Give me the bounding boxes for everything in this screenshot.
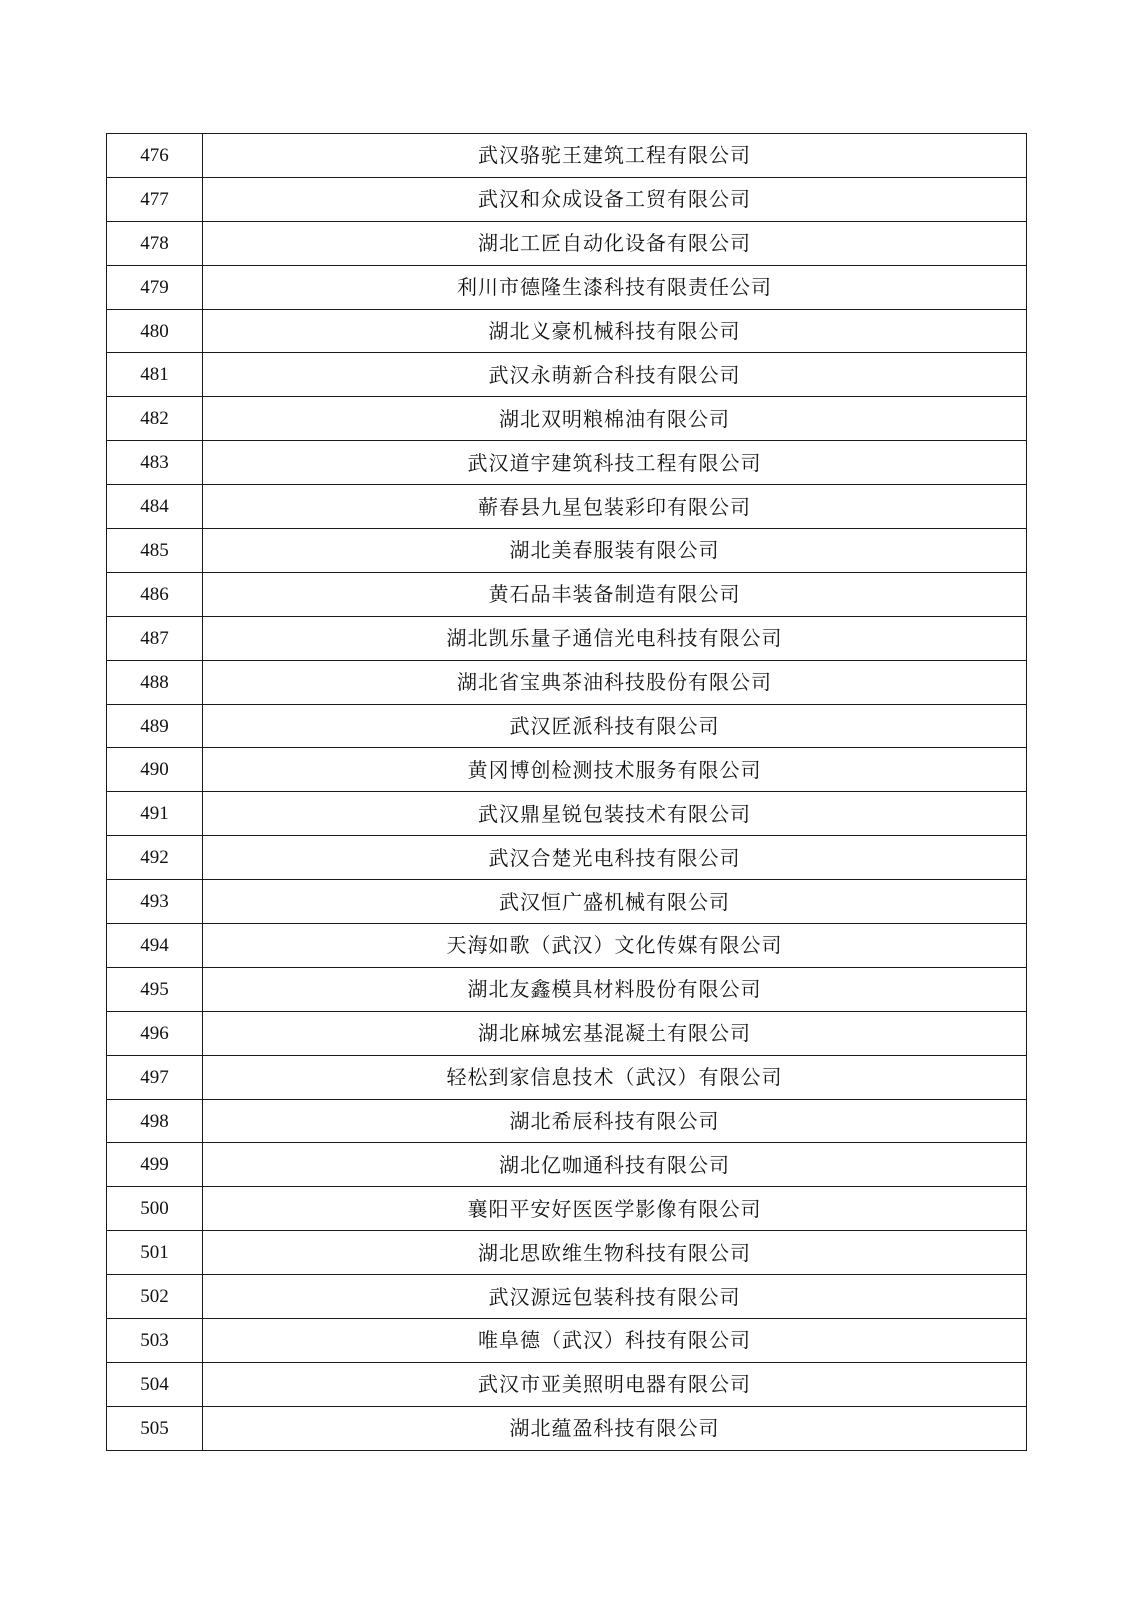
company-name: 天海如歌（武汉）文化传媒有限公司	[203, 924, 1027, 968]
row-number: 505	[107, 1406, 203, 1450]
row-number: 484	[107, 485, 203, 529]
table-row	[107, 572, 1027, 616]
company-name: 黄冈博创检测技术服务有限公司	[203, 748, 1027, 792]
company-name: 黄石品丰装备制造有限公司	[203, 572, 1027, 616]
row-number: 477	[107, 177, 203, 221]
company-name: 湖北亿咖通科技有限公司	[203, 1143, 1027, 1187]
table-row	[107, 616, 1027, 660]
row-number: 488	[107, 660, 203, 704]
row-number: 503	[107, 1319, 203, 1363]
table-row	[107, 1187, 1027, 1231]
company-name: 蕲春县九星包装彩印有限公司	[203, 485, 1027, 529]
table-row	[107, 1319, 1027, 1363]
row-number: 501	[107, 1231, 203, 1275]
table-row	[107, 177, 1027, 221]
company-name: 武汉匠派科技有限公司	[203, 704, 1027, 748]
company-name: 湖北义豪机械科技有限公司	[203, 309, 1027, 353]
company-name: 武汉永萌新合科技有限公司	[203, 353, 1027, 397]
company-name: 湖北思欧维生物科技有限公司	[203, 1231, 1027, 1275]
row-number: 480	[107, 309, 203, 353]
table-row	[107, 967, 1027, 1011]
row-number: 502	[107, 1275, 203, 1319]
row-number: 497	[107, 1055, 203, 1099]
row-number: 500	[107, 1187, 203, 1231]
company-name: 利川市德隆生漆科技有限责任公司	[203, 265, 1027, 309]
company-name: 湖北省宝典茶油科技股份有限公司	[203, 660, 1027, 704]
company-name: 湖北友鑫模具材料股份有限公司	[203, 967, 1027, 1011]
row-number: 499	[107, 1143, 203, 1187]
company-name: 湖北希辰科技有限公司	[203, 1099, 1027, 1143]
table-row	[107, 529, 1027, 573]
row-number: 481	[107, 353, 203, 397]
table-row	[107, 792, 1027, 836]
company-list-table	[106, 133, 1027, 1451]
company-name: 武汉道宇建筑科技工程有限公司	[203, 441, 1027, 485]
table-row	[107, 704, 1027, 748]
row-number: 485	[107, 529, 203, 573]
table-row	[107, 880, 1027, 924]
row-number: 482	[107, 397, 203, 441]
row-number: 492	[107, 836, 203, 880]
company-name: 武汉市亚美照明电器有限公司	[203, 1362, 1027, 1406]
company-name: 湖北双明粮棉油有限公司	[203, 397, 1027, 441]
row-number: 483	[107, 441, 203, 485]
table-row	[107, 1231, 1027, 1275]
row-number: 487	[107, 616, 203, 660]
row-number: 489	[107, 704, 203, 748]
table-row	[107, 221, 1027, 265]
table-row	[107, 485, 1027, 529]
company-name: 唯阜德（武汉）科技有限公司	[203, 1319, 1027, 1363]
row-number: 504	[107, 1362, 203, 1406]
company-name: 武汉和众成设备工贸有限公司	[203, 177, 1027, 221]
company-name: 轻松到家信息技术（武汉）有限公司	[203, 1055, 1027, 1099]
row-number: 476	[107, 134, 203, 178]
row-number: 486	[107, 572, 203, 616]
company-name: 武汉恒广盛机械有限公司	[203, 880, 1027, 924]
row-number: 495	[107, 967, 203, 1011]
company-name: 武汉鼎星锐包装技术有限公司	[203, 792, 1027, 836]
company-name: 湖北凯乐量子通信光电科技有限公司	[203, 616, 1027, 660]
row-number: 493	[107, 880, 203, 924]
table-row	[107, 397, 1027, 441]
row-number: 496	[107, 1011, 203, 1055]
table-body	[107, 134, 1027, 1451]
table-row	[107, 1406, 1027, 1450]
company-name: 武汉骆驼王建筑工程有限公司	[203, 134, 1027, 178]
company-name: 襄阳平安好医医学影像有限公司	[203, 1187, 1027, 1231]
company-name: 湖北美春服装有限公司	[203, 529, 1027, 573]
table-row	[107, 1011, 1027, 1055]
company-name: 湖北麻城宏基混凝土有限公司	[203, 1011, 1027, 1055]
row-number: 491	[107, 792, 203, 836]
row-number: 490	[107, 748, 203, 792]
table-row	[107, 924, 1027, 968]
table-row	[107, 1362, 1027, 1406]
table-row	[107, 441, 1027, 485]
table-row	[107, 660, 1027, 704]
table-row	[107, 836, 1027, 880]
company-name: 武汉合楚光电科技有限公司	[203, 836, 1027, 880]
table-row	[107, 265, 1027, 309]
company-name: 武汉源远包装科技有限公司	[203, 1275, 1027, 1319]
company-name: 湖北工匠自动化设备有限公司	[203, 221, 1027, 265]
table-row	[107, 1143, 1027, 1187]
table-row	[107, 309, 1027, 353]
row-number: 498	[107, 1099, 203, 1143]
table-row	[107, 1055, 1027, 1099]
table-row	[107, 1275, 1027, 1319]
table-row	[107, 1099, 1027, 1143]
row-number: 478	[107, 221, 203, 265]
table-row	[107, 748, 1027, 792]
row-number: 479	[107, 265, 203, 309]
table-row	[107, 134, 1027, 178]
row-number: 494	[107, 924, 203, 968]
company-name: 湖北蕴盈科技有限公司	[203, 1406, 1027, 1450]
table-row	[107, 353, 1027, 397]
